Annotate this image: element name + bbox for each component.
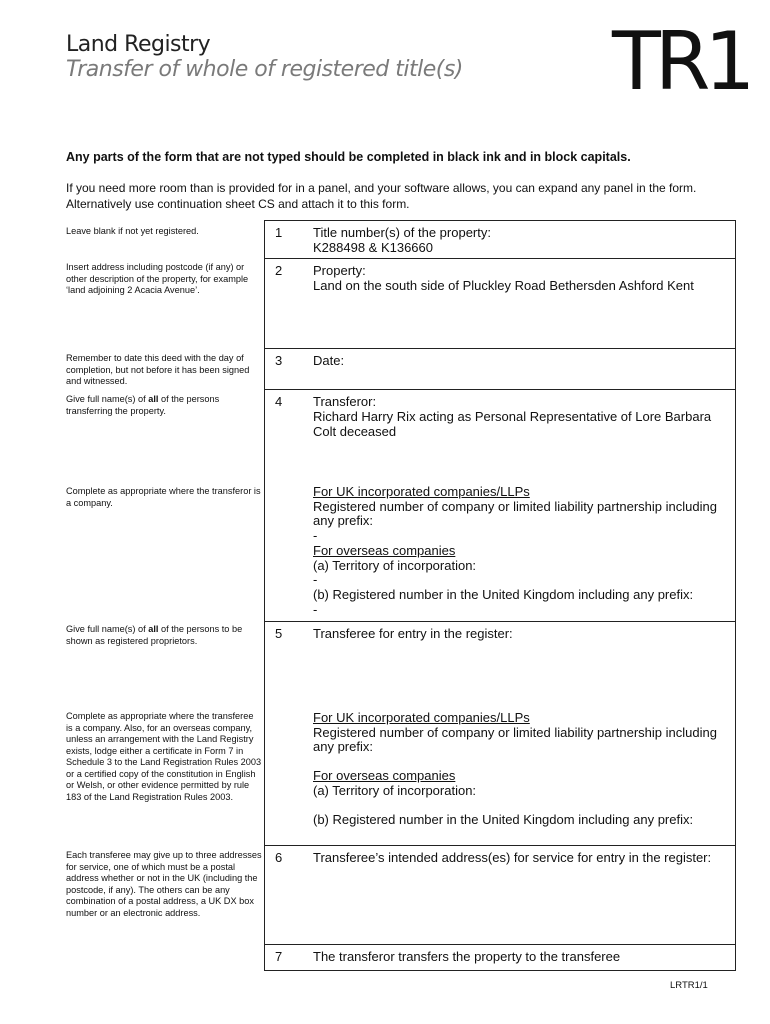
panel-2-text <box>313 263 728 293</box>
date-label[interactable]: Date: <box>313 353 345 368</box>
transfer-statement: The transferor transfers the property to the transferee <box>313 949 621 964</box>
overseas-company-heading: For overseas companies <box>313 542 456 558</box>
note-panel-5: Give full name(s) of all of the persons to be shown as registered proprietors. <box>66 624 243 646</box>
panel-number: 6 <box>275 850 283 865</box>
panel-5 <box>264 621 736 845</box>
uk-registered-number-value[interactable]: - <box>313 601 318 617</box>
note-panel-5-company: Complete as appropriate where the transferee is a company. Also, for an overseas company, unless an arrangement with the Land Registry exists, lodge either a certificate in Form 7 in Schedule 3 to the Land Registration Rules 2003 or a certified copy of the constitution in English or Welsh, or other evidence permitted by rule 183 of the Land Registration Rules 2003. <box>66 711 262 802</box>
uk-company-heading: For UK incorporated companies/LLPs <box>313 484 530 499</box>
transferor-value[interactable]: Richard Harry Rix acting as Personal Representative of Lore Barbara Colt deceased <box>313 409 712 439</box>
panel-4-text <box>313 394 728 439</box>
territory-value[interactable]: - <box>313 572 318 588</box>
note-panel-2: Insert address including postcode (if any) or other description of the property, for example ‘land adjoining 2 Acacia Avenue’. <box>66 262 249 295</box>
transferee-company-section <box>313 711 733 827</box>
territory-label: (a) Territory of incorporation: <box>313 557 477 573</box>
title-number-label: Title number(s) of the property: <box>313 225 491 240</box>
transferee-label[interactable]: Transferee for entry in the register: <box>313 626 513 641</box>
panel-7 <box>264 944 736 970</box>
panel-2 <box>264 258 736 348</box>
org-title: Land Registry <box>66 32 211 57</box>
form-code: TR1 <box>612 15 750 108</box>
panel-6 <box>264 845 736 944</box>
panel-1 <box>264 220 736 258</box>
intro-text: If you need more room than is provided for in a panel, and your software allows, you can expand any panel in the form. Alternatively use continuation sheet CS and attach it to this form. <box>66 181 697 211</box>
uk-company-label: Registered number of company or limited liability partnership including any prefix: <box>313 724 717 755</box>
panel-4 <box>264 389 736 621</box>
territory-label: (a) Territory of incorporation: <box>313 782 477 798</box>
note-panel-1: Leave blank if not yet registered. <box>66 226 199 236</box>
panel-number: 7 <box>275 949 283 964</box>
panel-number: 1 <box>275 225 283 240</box>
note-panel-4-company: Complete as appropriate where the transferor is a company. <box>66 486 261 508</box>
warning-text: Any parts of the form that are not typed should be completed in black ink and in block capitals. <box>66 150 631 164</box>
uk-company-value[interactable]: - <box>313 528 318 544</box>
transferor-label: Transferor: <box>313 394 377 409</box>
address-for-service-label[interactable]: Transferee’s intended address(es) for service for entry in the register: <box>313 850 712 865</box>
note-panel-4: Give full name(s) of all of the persons transferring the property. <box>66 394 220 416</box>
note-panel-6: Each transferee may give up to three addresses for service, one of which must be a postal address whether or not in the UK (including the postcode, if any). The others can be any combination of a postal address, a UK DX box number or an electronic address. <box>66 850 262 918</box>
panel-number: 5 <box>275 626 283 641</box>
property-value[interactable]: Land on the south side of Pluckley Road Bethersden Ashford Kent <box>313 278 694 293</box>
panel-number: 2 <box>275 263 283 278</box>
note-panel-3: Remember to date this deed with the day of completion, but not before it has been signed and witnessed. <box>66 353 250 386</box>
title-number-value[interactable]: K288498 & K136660 <box>313 240 433 255</box>
form-frame-bottom <box>264 970 736 971</box>
uk-company-heading: For UK incorporated companies/LLPs <box>313 710 530 725</box>
panel-1-text <box>313 225 728 255</box>
overseas-company-heading: For overseas companies <box>313 768 456 784</box>
panel-3 <box>264 348 736 389</box>
panel-number: 4 <box>275 394 283 409</box>
property-label: Property: <box>313 263 366 278</box>
footer-code: LRTR1/1 <box>670 980 708 991</box>
uk-registered-number-label: (b) Registered number in the United Kingdom including any prefix: <box>313 586 694 602</box>
panel-number: 3 <box>275 353 283 368</box>
uk-registered-number-label: (b) Registered number in the United Kingdom including any prefix: <box>313 811 694 827</box>
uk-company-label: Registered number of company or limited liability partnership including any prefix: <box>313 498 717 529</box>
form-subtitle: Transfer of whole of registered title(s) <box>66 57 463 82</box>
transferor-company-section <box>313 485 733 617</box>
